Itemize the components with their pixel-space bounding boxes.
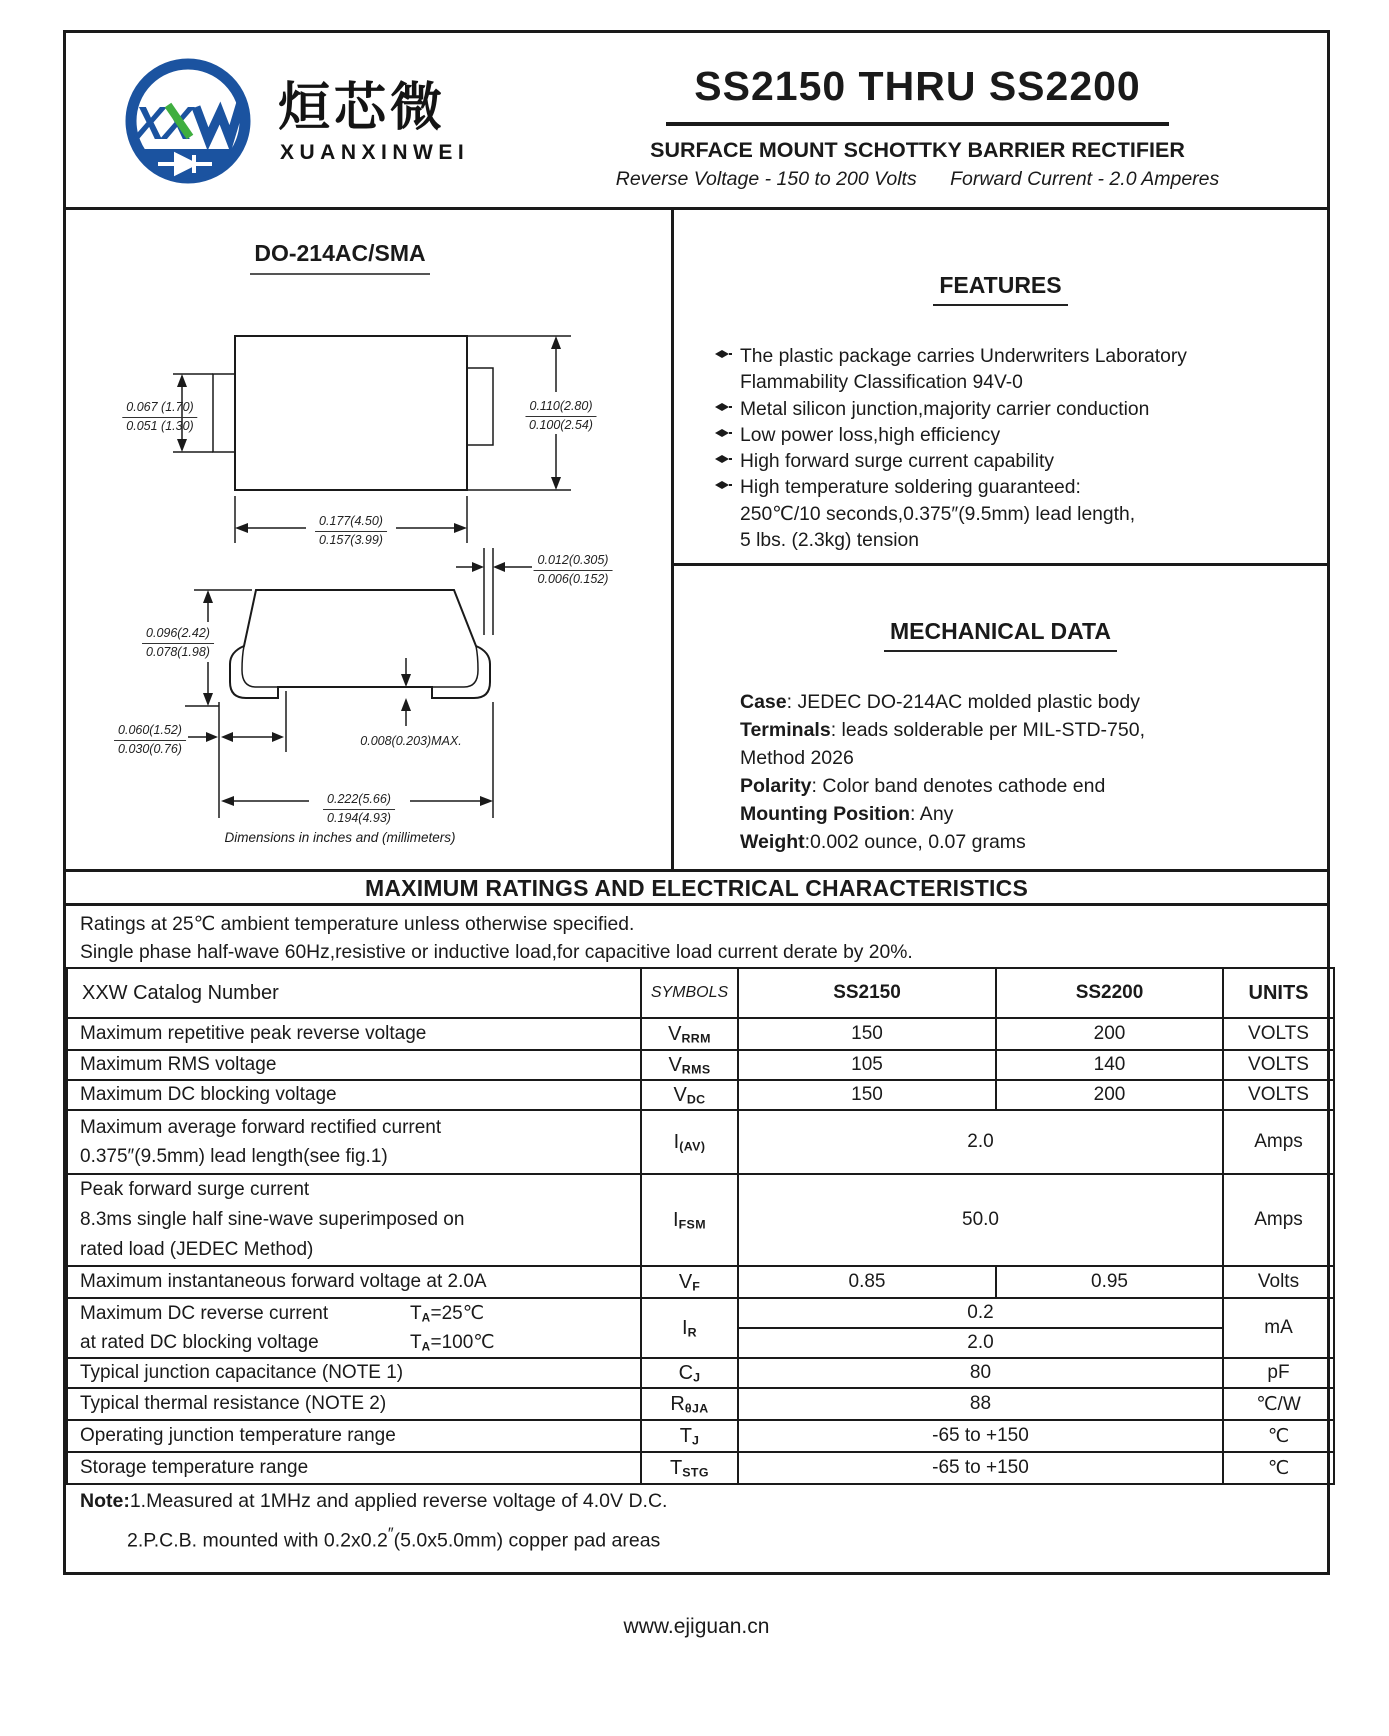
dim-lead-thickness: 0.012(0.305) 0.006(0.152) <box>534 553 613 587</box>
dim-overall-width: 0.222(5.66) 0.194(4.93) <box>323 792 395 826</box>
diamond-bullet-icon <box>714 446 740 472</box>
features-mechanical-panel <box>674 210 1327 869</box>
feature-item-cont: Flammability Classification 94V-0 <box>740 372 1023 394</box>
table-subrow: 2.0 <box>67 1328 1334 1358</box>
feature-item: Metal silicon junction,majority carrier conduction <box>714 397 1313 423</box>
col-units: UNITS <box>1223 968 1334 1018</box>
table-row: Typical junction capacitance (NOTE 1) $C_J$ 80 pF <box>67 1358 1334 1388</box>
feature-item-cont: 5 lbs. (2.3kg) tension <box>740 530 919 552</box>
title-block <box>516 63 1319 191</box>
case-line: Case: JEDEC DO-214AC molded plastic body <box>740 691 1140 713</box>
col-catalog-number: XXW Catalog Number <box>67 968 641 1018</box>
features-list <box>714 344 1313 554</box>
drawing-caption: Dimensions in inches and (millimeters) <box>224 830 456 845</box>
table-row: Storage temperature range $T_{STG}$ -65 to +150 ℃ <box>67 1452 1334 1484</box>
feature-item-cont: 250℃/10 seconds,0.375″(9.5mm) lead length, <box>740 503 1136 525</box>
dim-body-width: 0.177(4.50) 0.157(3.99) <box>315 514 387 548</box>
table-row: Maximum DC blocking voltage $V_{DC}$ 150 200 VOLTS <box>67 1080 1334 1110</box>
table-row: Typical thermal resistance (NOTE 2) $R_{\theta JA}$ 88 ℃/W <box>67 1388 1334 1420</box>
max-ratings-band-title: MAXIMUM RATINGS AND ELECTRICAL CHARACTERISTICS <box>66 869 1327 906</box>
part-number-title: SS2150 THRU SS2200 <box>666 63 1168 126</box>
feature-item: High temperature soldering guaranteed: <box>714 475 1313 501</box>
table-row: Maximum instantaneous forward voltage at 2.0A $V_F$ 0.85 0.95 Volts <box>67 1266 1334 1298</box>
mechanical-data-heading: MECHANICAL DATA <box>674 618 1327 645</box>
package-name: DO-214AC/SMA <box>66 240 614 267</box>
ratings-condition-2: Single phase half-wave 60Hz,resistive or inductive load,for capacitive load current derate by 20%. <box>80 942 913 963</box>
col-ss2150: SS2150 <box>738 968 996 1018</box>
logo-english-name: XUANXINWEI <box>280 141 470 164</box>
table-header-row <box>67 968 1334 1018</box>
dim-standoff: 0.008(0.203)MAX. <box>360 734 462 748</box>
terminals-cont-line: Method 2026 <box>740 747 854 769</box>
section-divider <box>674 563 1327 566</box>
table-row: Peak forward surge current 8.3ms single half sine-wave superimposed on rated load (JEDEC Method) $I_{FSM}$ 50.0 Amps <box>67 1174 1334 1266</box>
col-ss2200: SS2200 <box>996 968 1223 1018</box>
svg-text:X: X <box>162 97 193 149</box>
logo-chinese-name: 烜芯微 <box>278 79 447 137</box>
dim-lead-width: 0.067 (1.70) 0.051 (1.30) <box>122 400 197 434</box>
electrical-characteristics-table <box>66 967 1335 1485</box>
package-drawing-panel <box>66 210 674 869</box>
dim-body-height: 0.110(2.80) 0.100(2.54) <box>525 399 596 433</box>
feature-item: Low power loss,high efficiency <box>714 423 1313 449</box>
weight-line: Weight:0.002 ounce, 0.07 grams <box>740 831 1026 853</box>
diamond-bullet-icon <box>714 394 740 420</box>
table-row: Operating junction temperature range $T_J$ -65 to +150 ℃ <box>67 1420 1334 1452</box>
diamond-bullet-icon <box>714 341 740 367</box>
footer-url: www.ejiguan.cn <box>623 1615 770 1638</box>
table-row: Maximum RMS voltage $V_{RMS}$ 105 140 VOLTS <box>67 1050 1334 1080</box>
col-symbols: SYMBOLS <box>641 968 738 1018</box>
forward-current-rating: Forward Current - 2.0 Amperes <box>950 168 1220 190</box>
dim-foot-length: 0.060(1.52) 0.030(0.76) <box>114 723 186 757</box>
company-logo <box>118 57 538 189</box>
device-subtitle: SURFACE MOUNT SCHOTTKY BARRIER RECTIFIER <box>650 138 1185 162</box>
diamond-bullet-icon <box>714 472 740 498</box>
note-1: Note:1.Measured at 1MHz and applied reverse voltage of 4.0V D.C. <box>80 1490 668 1512</box>
dim-package-height: 0.096(2.42) 0.078(1.98) <box>142 626 214 660</box>
note-2: 2.P.C.B. mounted with 0.2x0.2″(5.0x5.0mm) copper pad areas <box>127 1525 661 1552</box>
notes-block <box>80 1485 1317 1558</box>
table-row: Maximum average forward rectified current 0.375″(9.5mm) lead length(see fig.1) $I_{(AV)}$ 2.0 Amps <box>67 1110 1334 1174</box>
svg-text:X: X <box>134 97 165 149</box>
mechanical-data-text <box>740 688 1317 856</box>
ratings-conditions <box>80 911 1317 967</box>
upper-columns <box>66 210 1327 869</box>
page-border <box>63 30 1330 1575</box>
feature-item: High forward surge current capability <box>714 449 1313 475</box>
reverse-voltage-range: Reverse Voltage - 150 to 200 Volts <box>615 168 917 190</box>
terminals-line: Terminals: leads solderable per MIL-STD-750, <box>740 719 1146 741</box>
feature-item: The plastic package carries Underwriters Laboratory <box>714 344 1313 370</box>
logo-mark-icon <box>118 57 268 189</box>
table-row: Maximum repetitive peak reverse voltage $V_{RRM}$ 150 200 VOLTS <box>67 1018 1334 1050</box>
table-row: Maximum DC reverse current $T_A=25℃$ at rated DC blocking voltage $T_A=100℃$ $I_R$ 0.2 mA <box>67 1298 1334 1328</box>
ratings-condition-1: Ratings at 25℃ ambient temperature unless otherwise specified. <box>80 914 635 935</box>
diamond-bullet-icon <box>714 420 740 446</box>
header-section <box>66 33 1327 210</box>
features-heading: FEATURES <box>674 272 1327 299</box>
ratings-tagline <box>516 168 1319 191</box>
mounting-line: Mounting Position: Any <box>740 803 954 825</box>
polarity-line: Polarity: Color band denotes cathode end <box>740 775 1106 797</box>
